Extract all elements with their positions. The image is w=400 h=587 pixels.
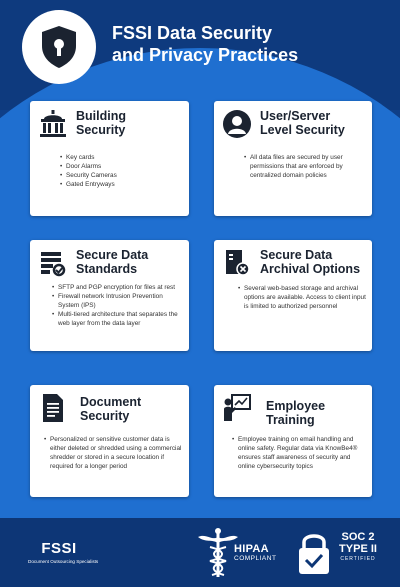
list-item: • Gated Entryways	[60, 180, 183, 189]
card-building-security	[30, 101, 189, 216]
soc2-badge	[296, 529, 388, 579]
card-title: Secure Data Archival Options	[260, 248, 361, 276]
title-line-2: and Privacy Practices	[112, 45, 299, 65]
list-item: • SFTP and PGP encryption for files at rest	[52, 283, 183, 292]
list-item: • Firewall network Intrusion Prevention System (IPS)	[52, 292, 183, 310]
list-item: • Employee training on email handling and online safety. Regular data via KnowBe4® ensures staff awareness of security and online cybersecurity topics	[232, 435, 366, 471]
card-user-server-security	[214, 101, 372, 216]
data-standards-icon	[38, 248, 68, 278]
list-item: • Key cards	[60, 153, 183, 162]
card-document-security	[30, 385, 189, 497]
card-list	[44, 435, 183, 471]
hipaa-badge	[196, 527, 288, 579]
card-list	[60, 153, 183, 189]
padlock-check-icon	[296, 531, 332, 577]
document-icon	[38, 393, 68, 423]
fssi-wordmark: FSSI	[41, 540, 77, 557]
list-item: • Door Alarms	[60, 162, 183, 171]
soc2-text: SOC 2 TYPE II CERTIFIED	[339, 531, 377, 562]
shield-badge	[22, 10, 96, 84]
list-item: • Security Cameras	[60, 171, 183, 180]
fssi-tagline: Document Outsourcing Specialists	[28, 559, 99, 564]
archive-icon	[222, 248, 252, 278]
page-title	[112, 22, 382, 66]
building-icon	[38, 109, 68, 139]
presentation-icon	[222, 393, 252, 423]
list-item: • Multi-tiered architecture that separates the web layer from the data layer	[52, 310, 183, 328]
card-title: Secure Data Standards	[76, 248, 149, 276]
title-line-1: FSSI Data Security	[112, 23, 273, 43]
list-item: • All data files are secured by user permissions that are enforced by centralized domain policies	[244, 153, 366, 180]
list-item: • Personalized or sensitive customer data is either deleted or shredded using a commercial shredder or stored in a secure location if required for a longer period	[44, 435, 183, 471]
hipaa-text: HIPAA COMPLIANT	[234, 543, 277, 562]
card-secure-data-archival	[214, 240, 372, 351]
list-item: • Several web-based storage and archival options are available. Access to client input is limited to authorized personnel	[238, 284, 366, 311]
card-title: Document Security	[80, 395, 142, 423]
card-secure-data-standards	[30, 240, 189, 351]
card-title: Employee Training	[266, 399, 326, 427]
card-list	[244, 153, 366, 180]
card-title: Building Security	[76, 109, 126, 137]
user-avatar-icon	[222, 109, 252, 139]
fssi-logo	[28, 540, 128, 564]
card-list	[238, 284, 366, 311]
card-title: User/Server Level Security	[260, 109, 345, 137]
card-list	[232, 435, 366, 471]
card-list	[52, 283, 183, 328]
header	[0, 0, 400, 110]
card-employee-training	[214, 385, 372, 497]
shield-lock-icon	[38, 24, 80, 70]
